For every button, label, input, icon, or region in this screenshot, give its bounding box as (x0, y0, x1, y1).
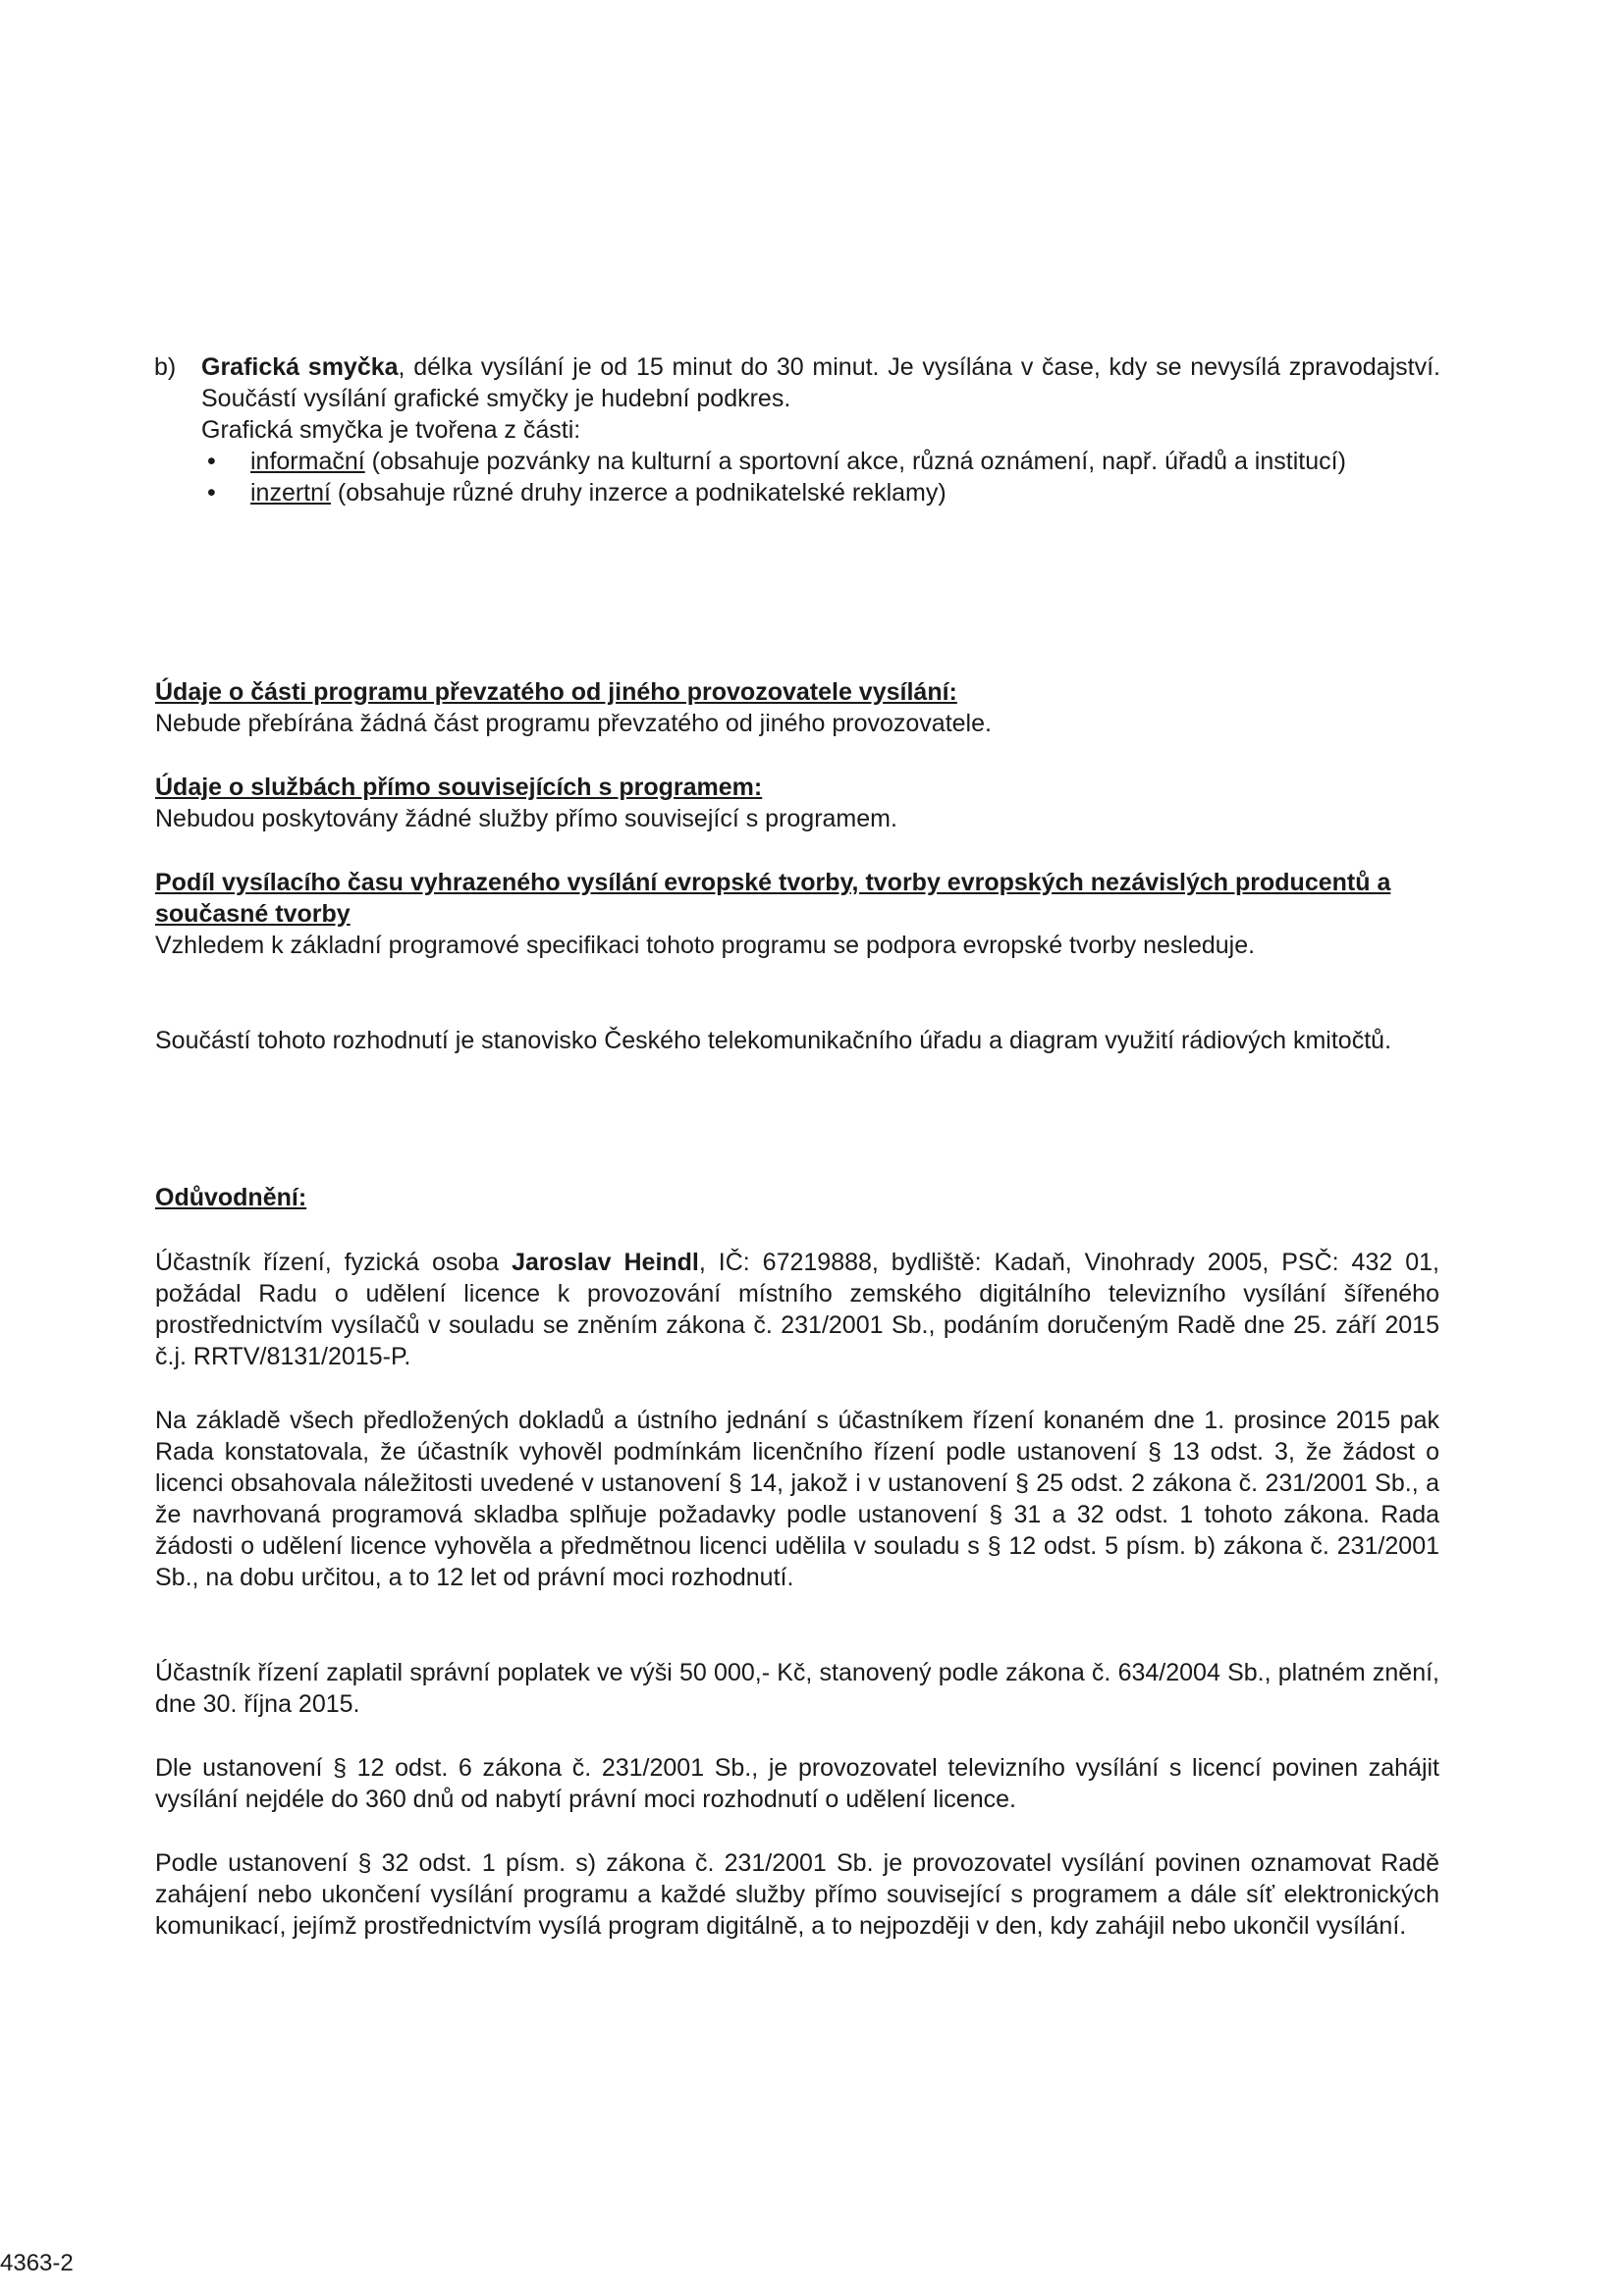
section-text: Součástí tohoto rozhodnutí je stanovisko Českého telekomunikačního úřadu a diagram využití rádiových kmitočtů. (155, 1027, 1392, 1054)
section-podil (155, 867, 1439, 961)
oduvodneni-paragraph-5 (155, 1847, 1439, 1942)
bullet-icon: • (207, 479, 216, 507)
paragraph: Dle ustanovení § 12 odst. 6 zákona č. 231/2001 Sb., je provozovatel televizního vysílání s licencí povinen zahájit vysílání nejdéle do 360 dnů od nabytí právní moci rozhodnutí o udělení licence. (155, 1754, 1439, 1813)
item-b-title: Grafická smyčka (201, 353, 399, 381)
page-code: 4363-2 (0, 2250, 74, 2276)
bullet-label: inzertní (250, 479, 331, 507)
section-heading: Podíl vysílacího času vyhrazeného vysílání evropské tvorby, tvorby evropských nezávislých producentů a současné tvorby (155, 869, 1391, 928)
paragraph: Podle ustanovení § 32 odst. 1 písm. s) zákona č. 231/2001 Sb. je provozovatel vysílání povinen oznamovat Radě zahájení nebo ukončení vysílání programu a každé služby přímo související s programem a dále síť elektronických komunikací, jejímž prostřednictvím vysílá program digitálně, a to nejpozději v den, kdy zahájil nebo ukončil vysílání. (155, 1849, 1439, 1940)
oduvodneni-paragraph-1 (155, 1247, 1439, 1372)
item-b-intro-text: , délka vysílání je od 15 minut do 30 minut. Je vysílána v čase, kdy se nevysílá zpravodajství. Součástí vysílání grafické smyčky je hudební podkres. (201, 353, 1440, 412)
oduvodneni-heading: Odůvodnění: (155, 1184, 307, 1211)
paragraph-text: , IČ: 67219888, bydliště: Kadaň, Vinohrady 2005, PSČ: 432 01, požádal Radu o udělení licence k provozování místního zemského digitálního televizního vysílání šířeného prostřednictvím vysílačů v souladu se zněním zákona č. 231/2001 Sb., podáním doručeným Radě dne 25. září 2015 č.j. RRTV/8131/2015-P. (155, 1249, 1439, 1370)
item-b-marker: b) (154, 353, 177, 381)
bullet-text: (obsahuje různé druhy inzerce a podnikatelské reklamy) (330, 479, 947, 507)
section-text: Nebude přebírána žádná část programu převzatého od jiného provozovatele. (155, 710, 992, 737)
section-sluzby (155, 772, 1439, 834)
section-heading: Údaje o části programu převzatého od jiného provozovatele vysílání: (155, 678, 957, 706)
oduvodneni-section (155, 1182, 1439, 1213)
section-soucasti (155, 1025, 1439, 1056)
oduvodneni-paragraph-3 (155, 1657, 1439, 1720)
bullet-label: informační (250, 448, 365, 475)
bullet-icon: • (207, 448, 216, 475)
list-item (201, 446, 1440, 477)
list-item (201, 477, 1440, 508)
paragraph-text: Účastník řízení, fyzická osoba (155, 1249, 513, 1276)
section-heading: Údaje o službách přímo souvisejících s programem: (155, 774, 763, 801)
oduvodneni-paragraph-2 (155, 1405, 1439, 1593)
bullet-text: (obsahuje pozvánky na kulturní a sportovní akce, různá oznámení, např. úřadů a institucí) (364, 448, 1346, 475)
oduvodneni-paragraph-4 (155, 1752, 1439, 1815)
item-b-intro (201, 351, 1440, 414)
section-text: Vzhledem k základní programové specifikaci tohoto programu se podpora evropské tvorby nesleduje. (155, 932, 1256, 959)
applicant-name: Jaroslav Heindl (512, 1249, 699, 1276)
item-b-grafická-smycka (154, 351, 1440, 508)
section-text: Nebudou poskytovány žádné služby přímo související s programem. (155, 805, 897, 832)
item-b-bullet-list (201, 446, 1440, 508)
section-prevzaty (155, 676, 1439, 739)
paragraph (155, 1247, 1439, 1372)
item-b-parts-line: Grafická smyčka je tvořena z části: (201, 416, 581, 444)
paragraph: Účastník řízení zaplatil správní poplatek ve výši 50 000,- Kč, stanovený podle zákona č. 634/2004 Sb., platném znění, dne 30. října 2015. (155, 1659, 1439, 1718)
paragraph: Na základě všech předložených dokladů a ústního jednání s účastníkem řízení konaném dne 1. prosince 2015 pak Rada konstatovala, že účastník vyhověl podmínkám licenčního řízení podle ustanovení § 13 odst. 3, že žádost o licenci obsahovala náležitosti uvedené v ustanovení § 14, jakož i v ustanovení § 25 odst. 2 zákona č. 231/2001 Sb., a že navrhovaná programová skladba splňuje požadavky podle ustanovení § 31 a 32 odst. 1 tohoto zákona. Rada žádosti o udělení licence vyhověla a předmětnou licenci udělila v souladu s § 12 odst. 5 písm. b) zákona č. 231/2001 Sb., na dobu určitou, a to 12 let od právní moci rozhodnutí. (155, 1407, 1439, 1591)
